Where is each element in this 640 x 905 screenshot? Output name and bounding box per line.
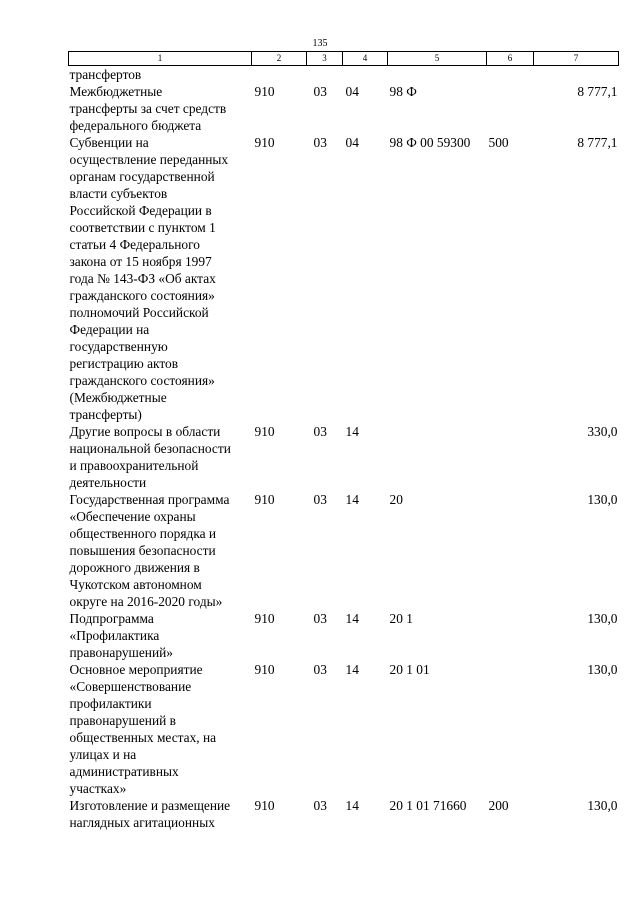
section-code-cell: 03 (313, 611, 327, 626)
table-row (69, 83, 619, 134)
table-row (69, 797, 619, 831)
table-row (69, 134, 619, 423)
row-name-line: гражданского состояния» (69, 373, 215, 388)
row-name-line: гражданского состояния» (69, 288, 215, 303)
row-name-cell (69, 66, 252, 84)
subsection-code-cell: 14 (345, 798, 359, 813)
target-article-cell: 20 1 (389, 611, 413, 626)
admin-code-cell (252, 66, 307, 84)
row-name-line: Российской Федерации в (69, 203, 212, 218)
row-name-cell (69, 491, 252, 610)
admin-code-cell: 910 (254, 611, 275, 626)
section-code-cell: 03 (313, 424, 327, 439)
row-name-line: года № 143-ФЗ «Об актах (69, 271, 216, 286)
expense-type-cell (487, 661, 534, 797)
column-number-1: 1 (69, 52, 252, 66)
target-article-cell: 20 (389, 492, 403, 507)
row-name-line: национальной безопасности (69, 441, 231, 456)
amount-cell: 130,0 (587, 492, 618, 507)
row-name-line: трансферты за счет средств (69, 101, 227, 116)
row-name-line: округе на 2016-2020 годы» (69, 594, 223, 609)
row-name-line: органам государственной (69, 169, 215, 184)
section-code-cell: 03 (313, 492, 327, 507)
subsection-code-cell: 04 (345, 84, 359, 99)
admin-code-cell: 910 (254, 492, 275, 507)
row-name-line: профилактики (69, 696, 152, 711)
row-name-line: трансфертов (69, 67, 142, 82)
expense-type-cell (487, 610, 534, 661)
row-name-cell (69, 423, 252, 491)
section-code-cell (307, 66, 343, 84)
row-name-line: Чукотском автономном (69, 577, 202, 592)
row-name-line: Федерации на (69, 322, 150, 337)
row-name-line: «Профилактика (69, 628, 160, 643)
row-name-line: власти субъектов (69, 186, 168, 201)
target-article-cell: 98 Ф 00 59300 (389, 135, 471, 150)
row-name-line: правонарушений в (69, 713, 176, 728)
row-name-line: регистрацию актов (69, 356, 179, 371)
row-name-line: «Обеспечение охраны (69, 509, 196, 524)
row-name-line: закона от 15 ноября 1997 (69, 254, 212, 269)
row-name-line: статьи 4 Федерального (69, 237, 200, 252)
section-code-cell: 03 (313, 84, 327, 99)
row-name-line: «Совершенствование (69, 679, 192, 694)
table-row (69, 491, 619, 610)
admin-code-cell: 910 (254, 424, 275, 439)
row-name-line: Изготовление и размещение (69, 798, 231, 813)
column-number-5: 5 (388, 52, 487, 66)
amount-cell: 8 777,1 (577, 135, 618, 150)
row-name-line: административных (69, 764, 179, 779)
subsection-code-cell: 14 (345, 424, 359, 439)
row-name-line: общественных местах, на (69, 730, 217, 745)
column-number-7: 7 (534, 52, 619, 66)
table-row (69, 661, 619, 797)
row-name-cell (69, 610, 252, 661)
row-name-line: осуществление переданных (69, 152, 229, 167)
row-name-cell (69, 661, 252, 797)
admin-code-cell: 910 (254, 798, 275, 813)
table-row (69, 610, 619, 661)
row-name-cell (69, 134, 252, 423)
target-article-cell (388, 66, 487, 84)
row-name-line: Основное мероприятие (69, 662, 203, 677)
column-number-row (69, 52, 619, 66)
page-number: 135 (312, 38, 328, 49)
subsection-code-cell (343, 66, 388, 84)
row-name-line: дорожного движения в (69, 560, 200, 575)
subsection-code-cell: 14 (345, 662, 359, 677)
row-name-line: трансферты) (69, 407, 142, 422)
table-row (69, 423, 619, 491)
row-name-line: улицах и на (69, 747, 137, 762)
amount-cell: 130,0 (587, 662, 618, 677)
table-row (69, 66, 619, 84)
row-name-line: участках» (69, 781, 127, 796)
budget-table (68, 51, 619, 831)
column-number-4: 4 (343, 52, 388, 66)
target-article-cell: 20 1 01 (389, 662, 430, 677)
row-name-line: и правоохранительной (69, 458, 199, 473)
subsection-code-cell: 04 (345, 135, 359, 150)
row-name-cell (69, 797, 252, 831)
expense-type-cell (487, 491, 534, 610)
row-name-line: (Межбюджетные (69, 390, 167, 405)
expense-type-cell: 200 (488, 798, 509, 813)
subsection-code-cell: 14 (345, 492, 359, 507)
amount-cell (534, 66, 619, 84)
row-name-line: федерального бюджета (69, 118, 202, 133)
row-name-cell (69, 83, 252, 134)
column-number-3: 3 (307, 52, 343, 66)
admin-code-cell: 910 (254, 135, 275, 150)
amount-cell: 130,0 (587, 798, 618, 813)
row-name-line: наглядных агитационных (69, 815, 215, 830)
amount-cell: 130,0 (587, 611, 618, 626)
table-body (69, 66, 619, 832)
target-article-cell: 98 Ф (389, 84, 417, 99)
row-name-line: государственную (69, 339, 168, 354)
row-name-line: соответствии с пунктом 1 (69, 220, 216, 235)
row-name-line: полномочий Российской (69, 305, 209, 320)
amount-cell: 330,0 (587, 424, 618, 439)
expense-type-cell (487, 423, 534, 491)
row-name-line: правонарушений» (69, 645, 174, 660)
expense-type-cell (487, 83, 534, 134)
row-name-line: Подпрограмма (69, 611, 154, 626)
subsection-code-cell: 14 (345, 611, 359, 626)
expense-type-cell (487, 66, 534, 84)
row-name-line: Другие вопросы в области (69, 424, 221, 439)
row-name-line: Государственная программа (69, 492, 230, 507)
row-name-line: общественного порядка и (69, 526, 217, 541)
admin-code-cell: 910 (254, 662, 275, 677)
section-code-cell: 03 (313, 662, 327, 677)
row-name-line: повышения безопасности (69, 543, 216, 558)
row-name-line: деятельности (69, 475, 147, 490)
target-article-cell (388, 423, 487, 491)
column-number-2: 2 (252, 52, 307, 66)
expense-type-cell: 500 (488, 135, 509, 150)
row-name-line: Межбюджетные (69, 84, 163, 99)
amount-cell: 8 777,1 (577, 84, 618, 99)
row-name-line: Субвенции на (69, 135, 149, 150)
column-number-6: 6 (487, 52, 534, 66)
admin-code-cell: 910 (254, 84, 275, 99)
section-code-cell: 03 (313, 135, 327, 150)
target-article-cell: 20 1 01 71660 (389, 798, 467, 813)
section-code-cell: 03 (313, 798, 327, 813)
